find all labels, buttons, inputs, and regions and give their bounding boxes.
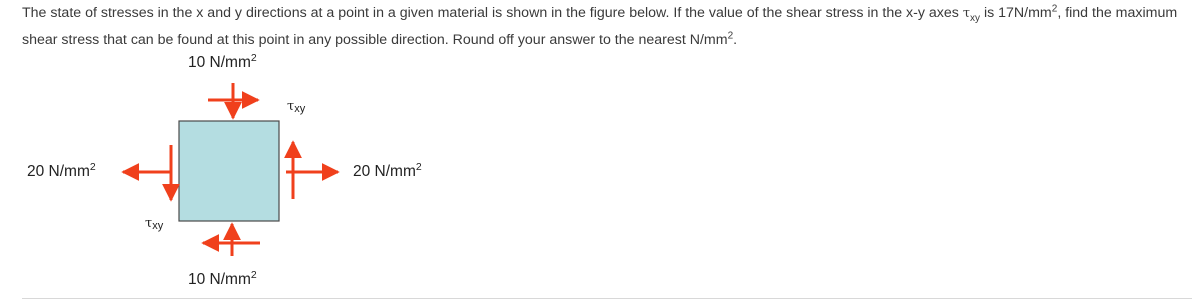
right-stress-exp: 2 bbox=[415, 161, 422, 173]
tau-bottom-symbol: τ bbox=[145, 216, 153, 231]
question-part1: The state of stresses in the x and y directions at a point in a given material is shown in the figure below. If the value of the shear stress in the x-y axes bbox=[22, 5, 963, 21]
tau-top-sub: xy bbox=[294, 103, 306, 115]
bottom-stress-exp: 2 bbox=[250, 269, 257, 281]
left-stress-value: 20 N/mm bbox=[27, 163, 90, 181]
tau-bottom-sub: xy bbox=[152, 220, 164, 232]
tau-symbol-inline: τ bbox=[962, 6, 971, 21]
tau-top-symbol: τ bbox=[287, 99, 295, 114]
left-stress-exp: 2 bbox=[89, 161, 96, 173]
right-stress-value: 20 N/mm bbox=[353, 163, 416, 181]
question-part3: , find the maximum shear stress that can be found at this point in any possible direction. Round off your answer to the nearest N/mm bbox=[22, 5, 1178, 48]
stress-element-square bbox=[179, 121, 279, 221]
question-part4: . bbox=[733, 32, 738, 48]
top-stress-value: 10 N/mm bbox=[188, 54, 251, 72]
divider bbox=[22, 298, 1192, 299]
question-part2: is 17N/mm bbox=[980, 5, 1052, 21]
tau-subscript-inline: xy bbox=[970, 12, 981, 24]
top-stress-exp: 2 bbox=[250, 52, 257, 64]
bottom-stress-value: 10 N/mm bbox=[188, 271, 251, 289]
unit-exponent: 2 bbox=[1051, 3, 1058, 15]
unit-exponent-2: 2 bbox=[727, 30, 734, 42]
